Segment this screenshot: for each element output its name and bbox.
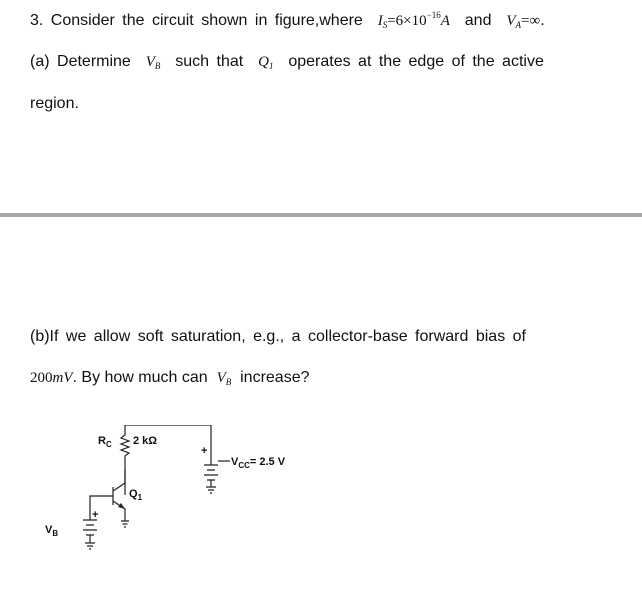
vb-battery (83, 520, 97, 549)
vb-symbol-b: V (216, 370, 226, 386)
is-equation: =6×10 (387, 13, 427, 29)
part-a-label: (a) (30, 53, 50, 70)
bias-unit: mV (52, 370, 73, 386)
q-sub: 1 (268, 61, 274, 71)
circuit-diagram (30, 425, 330, 575)
rc-value: 2 kΩ (133, 435, 158, 447)
part-b-line-2 (30, 369, 310, 387)
part-b-text-2: . By how much can (72, 369, 208, 386)
part-b-text-3: increase? (240, 369, 310, 386)
vb-plus: + (92, 509, 99, 521)
vb-label: $V_B$ (45, 524, 59, 538)
part-a-text-2: such that (175, 53, 244, 70)
part-a-line-2 (30, 95, 79, 113)
emitter-arrow (118, 503, 125, 509)
is-exponent: −16 (426, 10, 441, 20)
question-number: 3. (30, 12, 44, 29)
and-word: and (464, 12, 492, 29)
vb-sub-b: B (225, 377, 232, 387)
part-b-text-1: (b)If we allow soft saturation, e.g., a collector-base forward bias of (30, 328, 526, 345)
q-symbol: Q (258, 54, 269, 70)
is-sub: S (382, 20, 388, 30)
question-intro: Consider the circuit shown in figure,where (50, 12, 363, 29)
vb-symbol: V (145, 54, 155, 70)
vcc-plus: + (201, 445, 208, 457)
bias-number: 200 (30, 370, 53, 386)
part-b-line (30, 328, 526, 346)
page-divider (0, 213, 642, 217)
transistor-collector (113, 470, 125, 491)
part-a-line (30, 53, 544, 71)
sentence-end: . (540, 12, 545, 29)
is-symbol: I (377, 13, 383, 29)
va-symbol: V (506, 13, 516, 29)
vb-sub: B (154, 61, 161, 71)
vcc-battery (204, 458, 218, 493)
part-a-text-1: Determine (57, 53, 131, 70)
rc-label: $R_C$ (98, 435, 112, 449)
va-sub: A (515, 20, 522, 30)
vcc-label: $V_{CC}= 2.5$ V (231, 456, 286, 470)
va-equation: =∞ (521, 13, 541, 29)
is-unit: A (440, 13, 450, 29)
q-label: $Q_1$ (129, 488, 143, 502)
part-a-text-3: operates at the edge of the active (288, 53, 544, 70)
question-line-1 (30, 10, 545, 30)
part-a-text-4: region. (30, 95, 79, 112)
